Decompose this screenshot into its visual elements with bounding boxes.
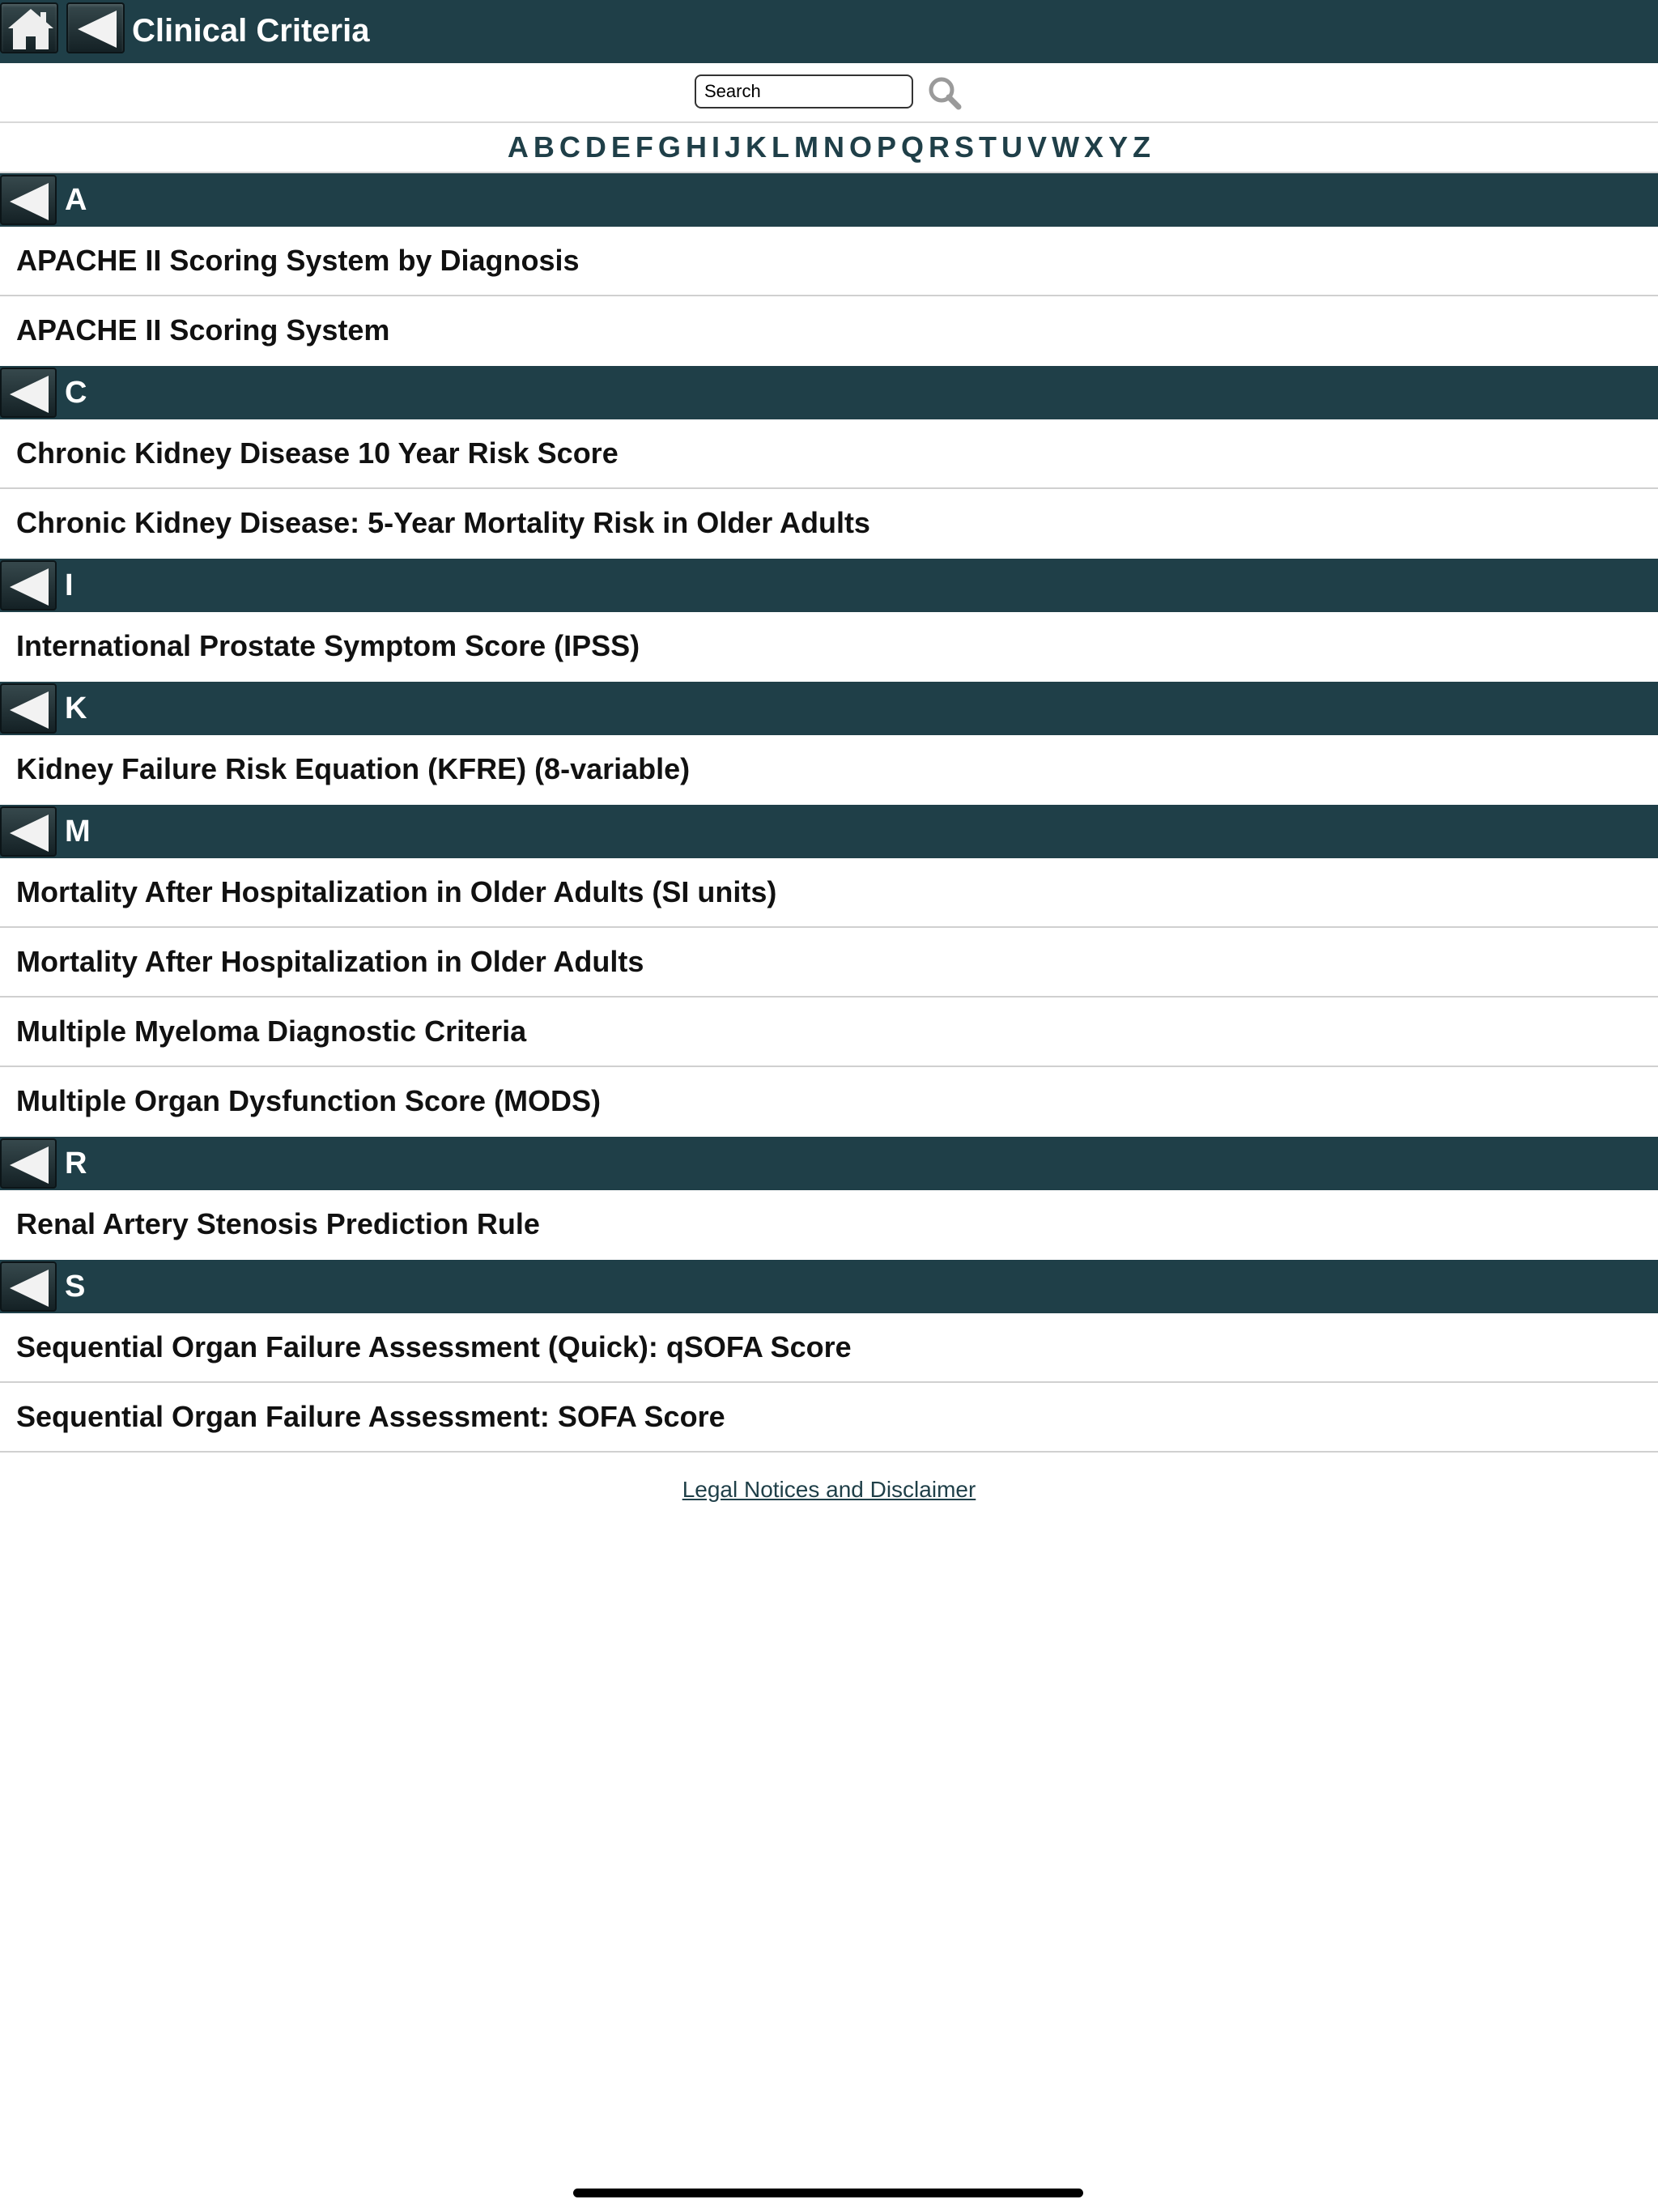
section-header-k [0,682,1658,735]
alpha-index-o[interactable]: O [848,130,872,164]
back-arrow-icon [68,4,126,55]
section-letter: R [65,1146,87,1180]
alpha-index-e[interactable]: E [610,130,631,164]
home-button[interactable] [0,2,58,53]
back-arrow-icon [2,177,58,227]
alpha-index-u[interactable]: U [1001,130,1023,164]
alpha-index-k[interactable]: K [745,130,767,164]
section-back-button[interactable] [0,560,57,610]
section-back-button[interactable] [0,1138,57,1189]
alpha-index-q[interactable]: Q [901,130,925,164]
list-item[interactable]: Mortality After Hospitalization in Older Adults [0,928,1658,998]
section-header-c [0,366,1658,419]
alpha-index-g[interactable]: G [657,130,681,164]
back-arrow-icon [2,1140,58,1190]
legal-notices-link[interactable]: Legal Notices and Disclaimer [682,1477,976,1502]
section-header-s [0,1260,1658,1313]
back-arrow-icon [2,1263,58,1313]
alpha-index-w[interactable]: W [1052,130,1080,164]
section-header-a [0,173,1658,227]
alpha-index-c[interactable]: C [559,130,580,164]
section-letter: A [65,183,87,217]
back-arrow-icon [2,369,58,419]
list-item[interactable]: Chronic Kidney Disease: 5-Year Mortality Risk in Older Adults [16,506,870,539]
section-letter: I [65,568,74,602]
section-header-m [0,805,1658,858]
list-item[interactable]: Kidney Failure Risk Equation (KFRE) (8-variable) [16,752,691,785]
alpha-index-v[interactable]: V [1027,130,1048,164]
section-letter: S [65,1270,86,1304]
alpha-index-y[interactable]: Y [1108,130,1129,164]
alpha-index-d[interactable]: D [585,130,606,164]
alpha-index-p[interactable]: P [877,130,897,164]
section-letter: K [65,691,87,725]
back-arrow-icon [2,808,58,858]
list-item[interactable]: Sequential Organ Failure Assessment: SOFA Score [0,1383,1658,1453]
section-back-button[interactable] [0,1261,57,1312]
alpha-index-f[interactable]: F [635,130,653,164]
alpha-index-r[interactable]: R [929,130,950,164]
list-item[interactable]: International Prostate Symptom Score (IPSS) [16,629,640,662]
section-back-button[interactable] [0,683,57,734]
alpha-index-h[interactable]: H [685,130,707,164]
section-back-button[interactable] [0,806,57,857]
magnifier-icon[interactable] [925,73,965,113]
alpha-index-t[interactable]: T [979,130,997,164]
home-indicator [573,2189,1083,2197]
alpha-index-z[interactable]: Z [1133,130,1151,164]
alpha-index-l[interactable]: L [771,130,789,164]
alpha-index-b[interactable]: B [533,130,555,164]
top-bar [0,0,1658,63]
alpha-index-m[interactable]: M [793,130,818,164]
alpha-index-j[interactable]: J [724,130,741,164]
list-item[interactable]: Multiple Myeloma Diagnostic Criteria [0,998,1658,1067]
alpha-index-s[interactable]: S [954,130,975,164]
alpha-index-a[interactable]: A [507,130,529,164]
back-button[interactable] [66,2,125,53]
alpha-index-i[interactable]: I [711,130,720,164]
alpha-index-x[interactable]: X [1084,130,1104,164]
page-title: Clinical Criteria [132,13,370,49]
section-back-button[interactable] [0,368,57,418]
back-arrow-icon [2,562,58,612]
list-item[interactable]: Renal Artery Stenosis Prediction Rule [16,1207,540,1240]
section-header-r [0,1137,1658,1190]
list-item[interactable]: Chronic Kidney Disease 10 Year Risk Score [0,419,1658,489]
list-item[interactable]: APACHE II Scoring System [16,313,390,347]
list-item[interactable]: Multiple Organ Dysfunction Score (MODS) [16,1084,602,1117]
section-back-button[interactable] [0,175,57,225]
section-letter: C [65,376,87,410]
criteria-list [0,173,1658,1453]
section-letter: M [65,815,91,849]
alpha-index-n[interactable]: N [823,130,844,164]
alphabet-index [0,123,1658,173]
back-arrow-icon [2,685,58,735]
list-item[interactable]: APACHE II Scoring System by Diagnosis [0,227,1658,296]
list-item[interactable]: Mortality After Hospitalization in Older Adults (SI units) [0,858,1658,928]
section-header-i [0,559,1658,612]
list-item[interactable]: Sequential Organ Failure Assessment (Quick): qSOFA Score [0,1313,1658,1383]
home-icon [2,4,60,55]
search-input[interactable] [695,74,913,108]
search-bar [0,63,1658,123]
